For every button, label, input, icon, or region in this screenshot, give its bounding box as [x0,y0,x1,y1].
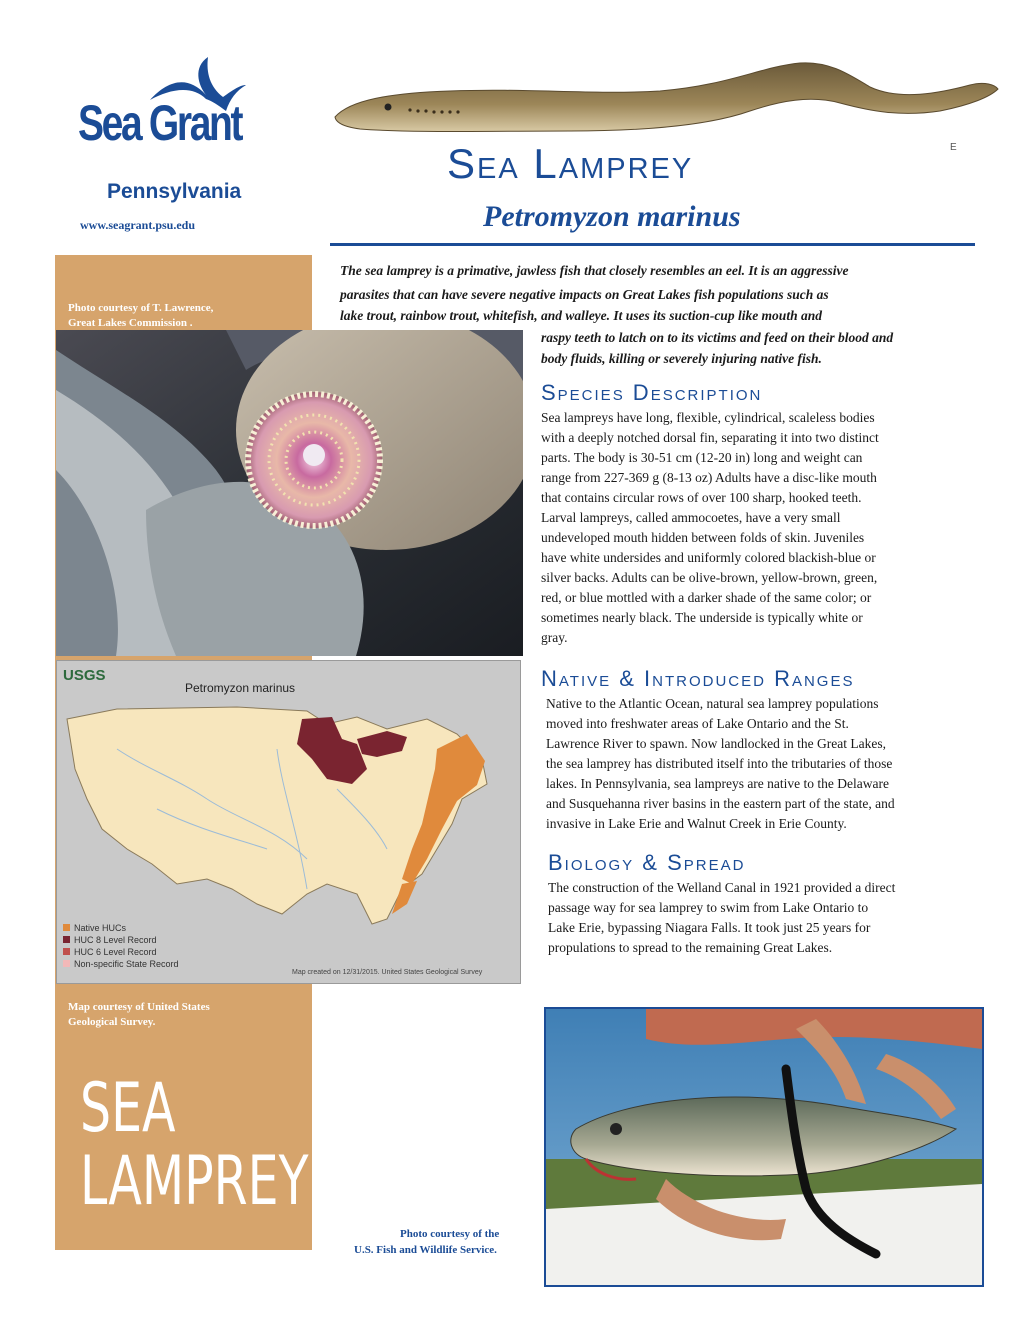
sidebar-big-title-line-2: LAMPREY [80,1142,309,1221]
legend-swatch-state [63,960,70,967]
logo-subtitle: Pennsylvania [107,180,242,203]
biology-line: propulations to spread to the remaining Great Lakes. [548,940,833,955]
header-divider [330,243,975,246]
ranges-line: the sea lamprey has distributed itself into the tributaries of those [546,756,893,771]
sidebar-big-title-line-1: SEA [80,1069,176,1148]
page-title: Sea Lamprey [447,140,694,187]
ranges-line: Lawrence River to spawn. Now landlocked in the Great Lakes, [546,736,887,751]
species-line: undeveloped mouth hidden between folds of skin. Juveniles [541,530,865,545]
ranges-line: lakes. In Pennsylvania, sea lampreys are native to the Delaware [546,776,889,791]
photo2-caption-line-1: Photo courtesy of the [400,1228,500,1240]
usgs-range-map [56,660,521,984]
intro-line-5: body fluids, killing or severely injuring native fish. [541,351,822,366]
map-caption-line-1: Map courtesy of United States [68,1001,210,1013]
intro-line-4: raspy teeth to latch on to its victims and feed on their blood and [541,330,894,345]
species-line: gray. [541,630,568,645]
logo-url-link[interactable]: www.seagrant.psu.edu [80,218,196,232]
photo1-caption-line-2: Great Lakes Commission . [68,317,193,329]
ranges-line: invasive in Lake Erie and Walnut Creek in Erie County. [546,816,847,831]
species-line: have white undersides and uniformly colored blackish-blue or [541,550,876,565]
legend-swatch-huc6 [63,948,70,955]
map-legend [63,923,179,971]
species-line: parts. The body is 30-51 cm (12-20 in) long and weight can [541,450,863,465]
species-heading: Species Description [541,380,763,405]
species-line: silver backs. Adults can be olive-brown, yellow-brown, green, [541,570,878,585]
legend-swatch-native [63,924,70,931]
photo2-caption-line-2: U.S. Fish and Wildlife Service. [354,1244,497,1256]
legend-label: HUC 8 Level Record [74,935,157,945]
ranges-heading: Native & Introduced Ranges [541,666,855,691]
intro-line-1: The sea lamprey is a primative, jawless fish that closely resembles an eel. It is an aggressive [340,263,849,278]
ranges-line: moved into freshwater areas of Lake Ontario and the St. [546,716,849,731]
species-line: that contains circular rows of over 100 sharp, hooked teeth. [541,490,862,505]
biology-heading: Biology & Spread [548,850,746,875]
ranges-line: Native to the Atlantic Ocean, natural sea lamprey populations [546,696,879,711]
biology-line: Lake Erie, bypassing Niagara Falls. It took just 25 years for [548,920,871,935]
ranges-line: and Susquehanna river basins in the eastern part of the state, and [546,796,895,811]
species-line: Sea lampreys have long, flexible, cylindrical, scaleless bodies [541,410,875,425]
species-body [541,408,981,648]
map-footer: Map created on 12/31/2015. United States Geological Survey [292,969,483,976]
svg-text:E: E [950,142,957,150]
legend-label: Native HUCs [74,923,127,933]
intro-line-2: parasites that can have severe negative impacts on Great Lakes fish populations such as [340,287,829,302]
logo-title: Sea Grant [78,95,242,151]
usgs-logo: USGS [63,667,106,684]
lamprey-mouth-photo [56,330,523,656]
species-line: Larval lampreys, called ammocoetes, have a very small [541,510,841,525]
biology-body [548,878,988,958]
species-line: sometimes nearly black. The underside is typically white or [541,610,863,625]
lamprey-on-trout-photo [544,1007,984,1287]
species-line: range from 227-369 g (8-13 oz) Adults have a disc-like mouth [541,470,877,485]
legend-label: HUC 6 Level Record [74,947,157,957]
biology-line: The construction of the Welland Canal in 1921 provided a direct [548,880,896,895]
us-map-graphic [57,689,520,929]
biology-line: passage way for sea lamprey to swim from Lake Ontario to [548,900,869,915]
ranges-body [546,694,986,834]
legend-label: Non-specific State Record [74,959,179,969]
legend-swatch-huc8 [63,936,70,943]
photo1-caption-line-1: Photo courtesy of T. Lawrence, [68,302,214,314]
lamprey-illustration [330,55,1000,150]
scientific-name: Petromyzon marinus [483,200,741,233]
species-line: red, or blue mottled with a darker shade of the same color; or [541,590,872,605]
species-line: with a deeply notched dorsal fin, separating it into two distinct [541,430,879,445]
intro-line-3: lake trout, rainbow trout, whitefish, and walleye. It uses its suction-cup like mouth and [340,308,822,323]
map-caption-line-2: Geological Survey. [68,1016,156,1028]
map-title: Petromyzon marinus [185,681,296,695]
